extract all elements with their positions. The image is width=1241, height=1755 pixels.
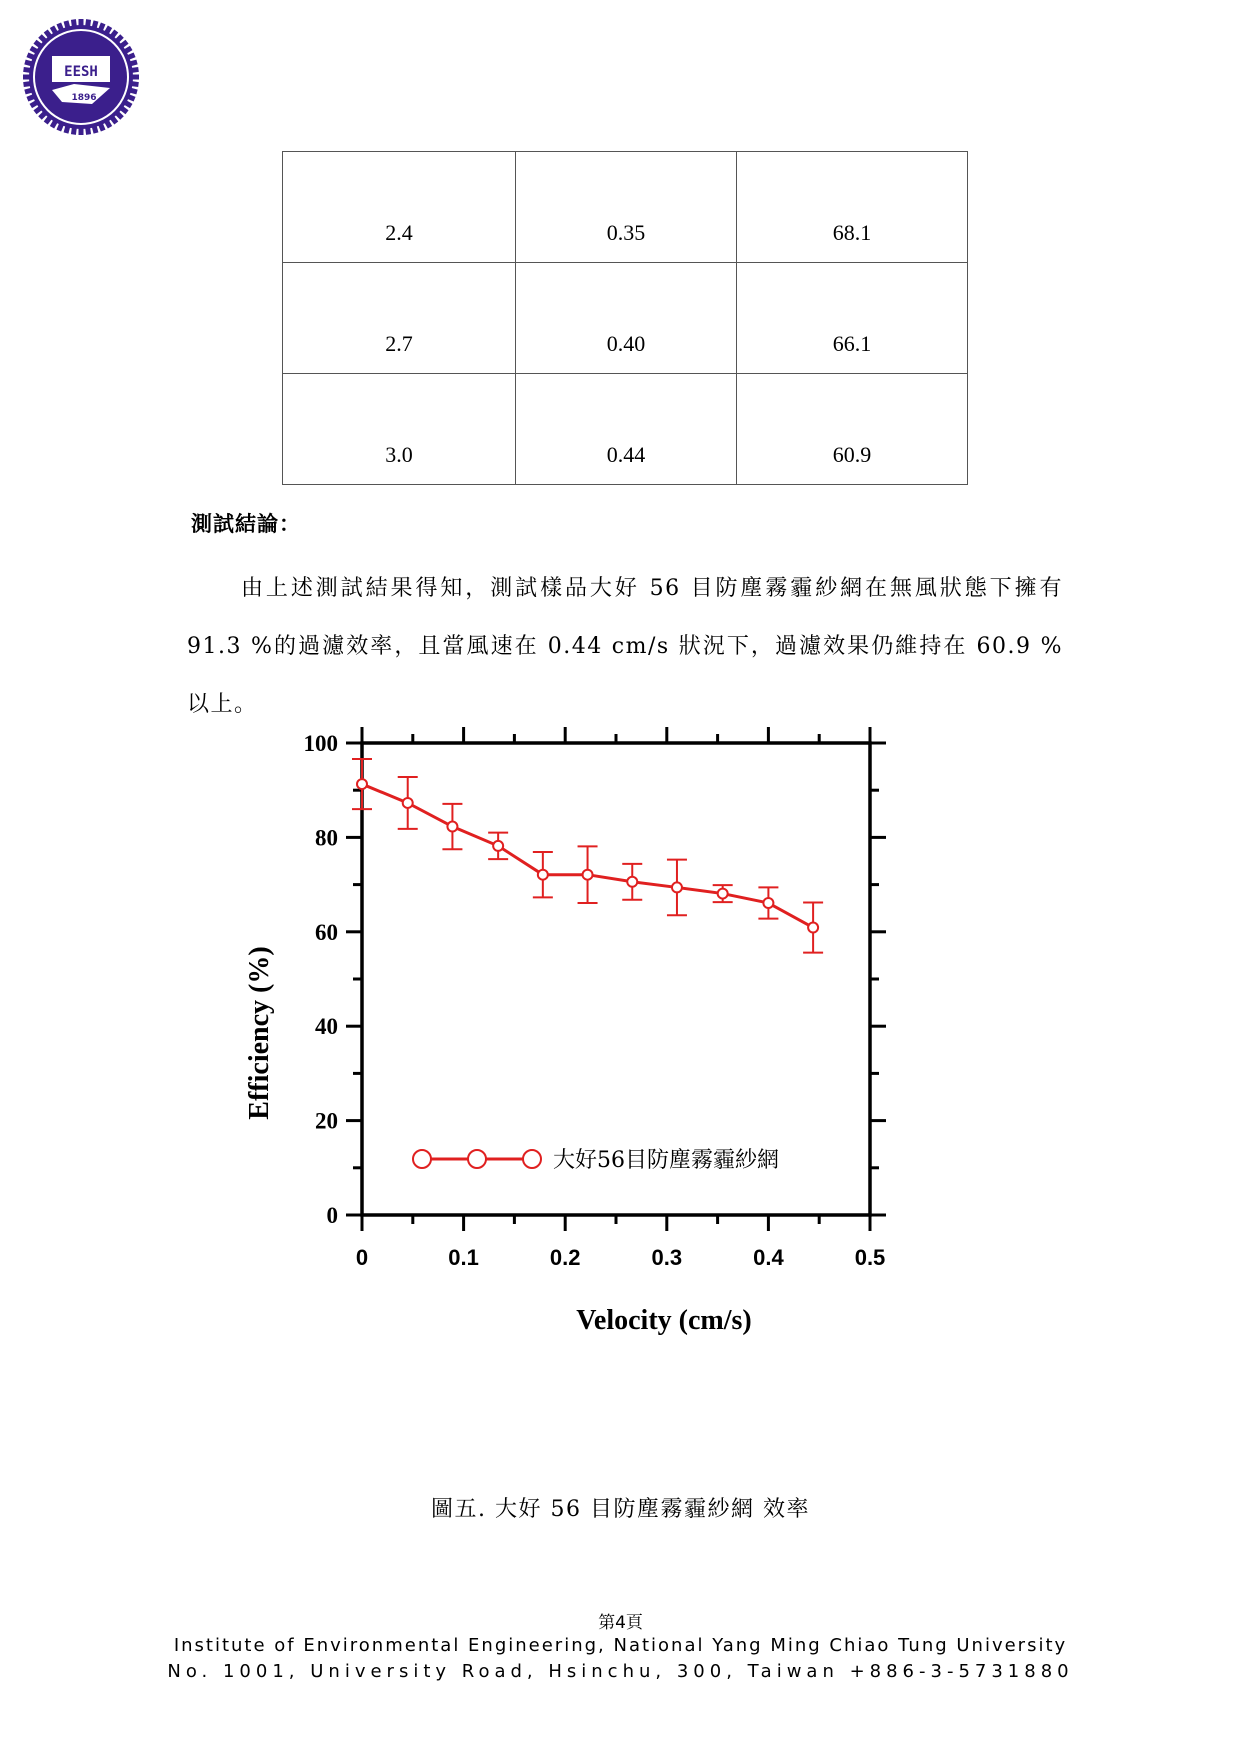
conclusion-paragraph: 由上述測試結果得知，測試樣品大好 56 目防塵霧霾紗網在無風狀態下擁有 91.3 %的過濾效率，且當風速在 0.44 cm/s 狀況下，過濾效果仍維持在 60.9 %以上。 xyxy=(187,576,1063,717)
logo-text: EESH xyxy=(64,64,98,80)
legend-label: 大好56目防塵霧霾紗網 xyxy=(553,1148,779,1173)
table-cell: 0.35 xyxy=(516,152,737,263)
x-tick-label: 0.1 xyxy=(448,1245,479,1270)
table-cell: 2.4 xyxy=(283,152,516,263)
page-number: 第4頁 xyxy=(598,1613,643,1633)
data-point xyxy=(627,877,637,887)
table-cell: 66.1 xyxy=(737,263,968,374)
data-point xyxy=(583,870,593,880)
x-tick-label: 0.2 xyxy=(549,1245,581,1270)
data-point xyxy=(447,822,457,832)
data-point xyxy=(403,798,413,808)
table-row xyxy=(283,374,968,485)
results-table xyxy=(282,151,968,485)
university-logo xyxy=(22,18,140,136)
table-row xyxy=(283,152,968,263)
conclusion-heading: 測試結論： xyxy=(191,512,301,536)
x-axis-label: Velocity (cm/s) xyxy=(576,1305,752,1336)
data-point xyxy=(763,898,773,908)
data-point xyxy=(672,882,682,892)
table-cell: 0.40 xyxy=(516,263,737,374)
y-axis-label: Efficiency (%) xyxy=(244,946,275,1120)
legend-marker xyxy=(523,1150,541,1168)
table-cell: 60.9 xyxy=(737,374,968,485)
data-point xyxy=(538,870,548,880)
legend-marker xyxy=(468,1150,486,1168)
x-tick-label: 0.3 xyxy=(651,1245,683,1270)
y-tick-label: 40 xyxy=(315,1014,338,1040)
plot-frame xyxy=(362,743,870,1215)
table-cell: 2.7 xyxy=(283,263,516,374)
x-tick-label: 0.5 xyxy=(854,1245,886,1270)
legend-marker xyxy=(413,1150,431,1168)
table-cell: 0.44 xyxy=(516,374,737,485)
data-point xyxy=(808,923,818,933)
efficiency-chart xyxy=(240,725,1020,1475)
figure-caption: 圖五. 大好 56 目防塵霧霾紗網 效率 xyxy=(431,1497,810,1522)
footer-institute: Institute of Environmental Engineering, National Yang Ming Chiao Tung University xyxy=(173,1635,1068,1656)
logo-year: 1896 xyxy=(71,93,97,103)
y-tick-label: 60 xyxy=(315,919,338,945)
table-cell: 3.0 xyxy=(283,374,516,485)
y-tick-label: 100 xyxy=(303,731,338,756)
data-point xyxy=(718,889,728,899)
footer-address: No. 1001, University Road, Hsinchu, 300, Taiwan +886-3-5731880 xyxy=(167,1661,1074,1682)
x-tick-label: 0.4 xyxy=(753,1245,784,1270)
table-row xyxy=(283,263,968,374)
y-tick-label: 80 xyxy=(315,825,338,851)
y-tick-label: 20 xyxy=(315,1108,338,1134)
table-cell: 68.1 xyxy=(737,152,968,263)
data-point xyxy=(493,841,503,851)
data-point xyxy=(357,779,367,789)
x-tick-label: 0 xyxy=(355,1245,369,1270)
y-tick-label: 0 xyxy=(326,1203,338,1228)
